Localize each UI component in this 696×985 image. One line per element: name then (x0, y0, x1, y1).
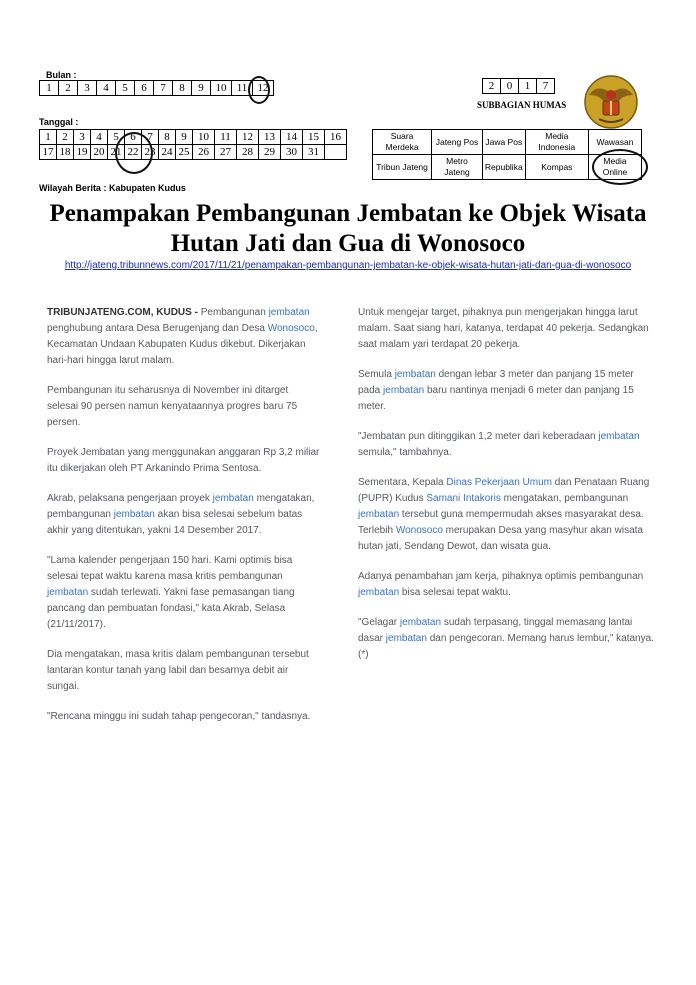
tanggal-cell: 13 (259, 130, 281, 145)
year-table (482, 78, 555, 94)
tanggal-cell: 20 (91, 145, 108, 160)
media-cell: Media Online (588, 155, 641, 180)
dinas-pu-link[interactable]: Dinas Pekerjaan Umum (446, 477, 552, 488)
year-digit-cell: 2 (483, 79, 501, 94)
jembatan-link[interactable]: jembatan (383, 385, 425, 396)
bulan-cell: 9 (192, 81, 211, 96)
bulan-cell: 2 (59, 81, 78, 96)
media-cell: Republika (482, 155, 525, 180)
paragraph: "Lama kalender pengerjaan 150 hari. Kami optimis bisa selesai tepat waktu karena masa kritis pembangunan jembatan sudah terlewati. Yakni fase pemasangan tiang pancang dan pembuatan fondasi," kata Akrab, Selasa (21/11/2017). (47, 555, 295, 630)
jembatan-link[interactable]: jembatan (394, 369, 436, 380)
tanggal-cell: 23 (142, 145, 159, 160)
tanggal-cell: 29 (259, 145, 281, 160)
tanggal-cell: 14 (281, 130, 303, 145)
tanggal-cell: 8 (159, 130, 176, 145)
paragraph: "Jembatan pun ditinggikan 1,2 meter dari keberadaan jembatan semula," tambahnya. (358, 431, 640, 458)
article-title: Penampakan Pembangunan Jembatan ke Objek Wisata Hutan Jati dan Gua di Wonosoco (49, 200, 647, 257)
bulan-cell: 11 (232, 81, 253, 96)
paragraph: "Gelagar jembatan sudah terpasang, tinggal memasang lantai dasar jembatan dan pengecoran. Memang harus lembur," katanya. (*) (358, 617, 654, 660)
paragraph: "Rencana minggu ini sudah tahap pengecoran," tandasnya. (47, 711, 311, 722)
tanggal-label: Tanggal : (39, 117, 79, 127)
garuda-emblem-icon (583, 73, 639, 131)
media-cell: Jateng Pos (432, 130, 483, 155)
paragraph: Sementara, Kepala Dinas Pekerjaan Umum dan Penataan Ruang (PUPR) Kudus Samani Intakoris mengatakan, pembangunan jembatan tersebut guna mempermudah akses masyarakat desa. Terlebih Wonosoco merupakan Desa yang masyhur akan wisata hutan jati, Sendang Dewot, dan wisata gua. (358, 477, 650, 552)
paragraph: TRIBUNJATENG.COM, KUDUS - Pembangunan jembatan penghubung antara Desa Berugenjang dan Desa Wonosoco, Kecamatan Undaan Kabupaten Kudus dikebut. Dikerjakan hari-hari hingga larut malam. (47, 307, 318, 366)
jembatan-link[interactable]: jembatan (385, 633, 427, 644)
bulan-table (39, 80, 274, 96)
article-right-column (358, 305, 658, 677)
bulan-cell: 12 (253, 81, 274, 96)
tanggal-table (39, 129, 347, 160)
tanggal-cell: 22 (125, 145, 142, 160)
jembatan-link[interactable]: jembatan (399, 617, 442, 628)
paragraph: Akrab, pelaksana pengerjaan proyek jembatan mengatakan, pembangunan jembatan akan bisa selesai sebelum batas akhir yang ditentukan, yakni 14 Desember 2017. (47, 493, 315, 536)
paragraph: Untuk mengejar target, pihaknya pun mengerjakan hingga larut malam. Saat siang hari, katanya, terdapat 40 pekerja. Sedangkan saat malam yari terdapat 20 pekerja. (358, 307, 649, 350)
jembatan-link[interactable]: jembatan (598, 431, 640, 442)
wonosoco-link[interactable]: Wonosoco (267, 323, 315, 334)
jembatan-link[interactable]: jembatan (268, 307, 310, 318)
year-digit-cell: 7 (537, 79, 555, 94)
tanggal-cell: 11 (215, 130, 237, 145)
tanggal-cell: 7 (142, 130, 159, 145)
paragraph: Proyek Jembatan yang menggunakan anggaran Rp 3,2 miliar itu dikerjakan oleh PT Arkanindo Prima Sentosa. (47, 447, 320, 474)
tanggal-cell: 24 (159, 145, 176, 160)
tanggal-cell: 19 (74, 145, 91, 160)
media-cell: Kompas (525, 155, 588, 180)
tanggal-cell: 2 (57, 130, 74, 145)
article-left-column (47, 305, 322, 739)
samani-intakoris-link[interactable]: Samani Intakoris (426, 493, 501, 504)
bulan-11-circle (248, 76, 270, 104)
tanggal-cell: 25 (176, 145, 193, 160)
tanggal-cell: 5 (108, 130, 125, 145)
media-cell: Jawa Pos (482, 130, 525, 155)
paragraph: Dia mengatakan, masa kritis dalam pembangunan tersebut lantaran kontur tanah yang labil dan besarnya debit air sungai. (47, 649, 309, 692)
bulan-label: Bulan : (46, 70, 77, 80)
bulan-cell: 3 (78, 81, 97, 96)
media-online-circle (592, 149, 648, 185)
bulan-cell: 8 (173, 81, 192, 96)
media-cell: Metro Jateng (432, 155, 483, 180)
paragraph: Semula jembatan dengan lebar 3 meter dan panjang 15 meter pada jembatan baru nantinya menjadi 6 meter dan panjang 15 meter. (358, 369, 634, 412)
media-cell: Suara Merdeka (373, 130, 432, 155)
bulan-cell: 1 (40, 81, 59, 96)
media-cell: Tribun Jateng (373, 155, 432, 180)
tanggal-cell (325, 145, 347, 160)
jembatan-link[interactable]: jembatan (113, 509, 155, 520)
tanggal-cell: 1 (40, 130, 57, 145)
paragraph: Pembangunan itu seharusnya di November ini ditarget selesai 90 persen namun kenyataannya progres baru 75 persen. (47, 385, 298, 428)
tanggal-cell: 31 (303, 145, 325, 160)
jembatan-link[interactable]: jembatan (358, 587, 400, 598)
bulan-cell: 6 (135, 81, 154, 96)
tanggal-cell: 21 (108, 145, 125, 160)
tanggal-cell: 17 (40, 145, 57, 160)
tanggal-cell: 18 (57, 145, 74, 160)
tanggal-cell: 9 (176, 130, 193, 145)
wilayah-berita: Wilayah Berita : Kabupaten Kudus (39, 183, 186, 193)
tanggal-cell: 3 (74, 130, 91, 145)
tanggal-cell: 6 (125, 130, 142, 145)
year-digit-cell: 0 (501, 79, 519, 94)
tanggal-cell: 16 (325, 130, 347, 145)
tanggal-cell: 28 (237, 145, 259, 160)
bulan-cell: 10 (211, 81, 232, 96)
tanggal-cell: 15 (303, 130, 325, 145)
article-url-link[interactable]: http://jateng.tribunnews.com/2017/11/21/penampakan-pembangunan-jembatan-ke-objek-wisata-hutan-jati-dan-gua-di-wonosoco (64, 260, 632, 271)
bulan-cell: 5 (116, 81, 135, 96)
tanggal-cell: 26 (193, 145, 215, 160)
media-cell: Media Indonesia (525, 130, 588, 155)
wonosoco-link[interactable]: Wonosoco (395, 525, 443, 536)
tanggal-cell: 10 (193, 130, 215, 145)
tanggal-cell: 30 (281, 145, 303, 160)
jembatan-link[interactable]: jembatan (212, 493, 254, 504)
jembatan-link[interactable]: jembatan (47, 587, 89, 598)
tanggal-cell: 4 (91, 130, 108, 145)
subbagian-humas: SUBBAGIAN HUMAS (477, 100, 567, 110)
tanggal-cell: 27 (215, 145, 237, 160)
bulan-cell: 7 (154, 81, 173, 96)
tanggal-21-circle (115, 132, 153, 174)
year-digit-cell: 1 (519, 79, 537, 94)
paragraph: Adanya penambahan jam kerja, pihaknya optimis pembangunan jembatan bisa selesai tepat waktu. (358, 571, 644, 598)
media-cell: Wawasan (588, 130, 641, 155)
tanggal-cell: 12 (237, 130, 259, 145)
bulan-cell: 4 (97, 81, 116, 96)
jembatan-link[interactable]: jembatan (358, 509, 400, 520)
